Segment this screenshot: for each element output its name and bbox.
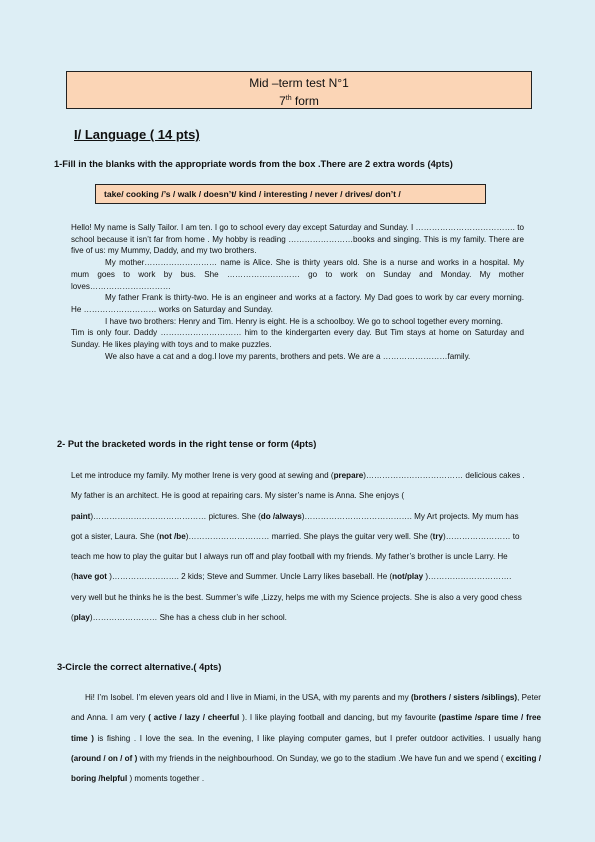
- verb-prompt: play: [73, 613, 90, 623]
- ex1-paragraph: My father Frank is thirty-two. He is an engineer and works at a factory. My Dad goes to work by car every morning. He ……………………… works on Saturday and Sunday.: [71, 293, 524, 314]
- section-language-heading: I/ Language ( 14 pts): [74, 127, 200, 142]
- verb-prompt: prepare: [333, 471, 364, 480]
- choice-group: (around / on / of ): [71, 753, 138, 763]
- ex1-paragraph: I have two brothers: Henry and Tim. Henry is eight. He is a schoolboy. We go to school together every morning.: [105, 316, 503, 326]
- exercise-1-heading: 1-Fill in the blanks with the appropriate words from the box .There are 2 extra words (4pts): [54, 159, 453, 169]
- verb-prompt: try: [432, 531, 444, 541]
- verb-prompt: paint: [71, 511, 91, 521]
- choice-group: (brothers / sisters /siblings): [410, 693, 518, 702]
- verb-prompt: not/play: [392, 572, 424, 582]
- test-title-box: [66, 71, 532, 109]
- choice-group: ( active / lazy / cheerful: [148, 713, 243, 723]
- choice-group: (pastime /spare time / free time ): [71, 713, 541, 743]
- word-box: take/ cooking /’s / walk / doesn’t/ kind / interesting / never / drives/ don’t /: [95, 184, 486, 204]
- ex1-paragraph: My mother……………………… name is Alice. She is thirty years old. She is a nurse and works in a hospital. My mum goes to work by bus. She ……………………… go to work on Sunday and Monday. My mother loves…………………………: [71, 258, 524, 291]
- verb-prompt: have got: [73, 572, 107, 582]
- test-title: Mid –term test N°1: [249, 76, 349, 90]
- exercise-2-text: Let me introduce my family. My mother Irene is very good at sewing and (prepare)……………………………… delicious cakes . My father is an architect. He is good at repairing cars. My sister’s name is Anna. She enjoys ( paint)…………………………………… pictures. She (do /always)…………………………………. My Art projects. My mum has got a sister, Laura. She (not /be)………………………… married. She plays the guitar very well. She (try)…………………… to teach me how to play the guitar but I always run off and play football with my friends. My father’s brother is uncle Larry. He (have got )……………………. 2 kids; Steve and Summer. Uncle Larry likes baseball. He (not/play )…………………………. very well but he thinks he is the best. Summer’s wife ,Lizzy, helps me with my Science projects. She is also a very good chess (play)…………………… She has a chess club in her school.: [71, 471, 525, 623]
- exercise-3-text: Hi! I’m Isobel. I’m eleven years old and I live in Miami, in the USA, with my parents and my (brothers / sisters /siblings), Peter and Anna. I am very ( active / lazy / cheerful ). I like playing football and dancing, but my favourite (pastime /spare time / free time ) is fishing . I love the sea. In the evening, I like playing computer games, but I prefer outdoor activities. I usually hang (around / on / of ) with my friends in the neighbourhood. On Sunday, we go to the stadium .We have fun and we spend ( exciting / boring /helpful ) moments together .: [71, 693, 542, 784]
- choice-group: exciting / boring /helpful: [71, 753, 541, 784]
- exercise-3-heading: 3-Circle the correct alternative.( 4pts): [57, 662, 222, 672]
- exercise-1-text: [71, 222, 524, 362]
- ex1-paragraph: We also have a cat and a dog.I love my parents, brothers and pets. We are a ……………………family.: [105, 351, 471, 361]
- test-form-line: 7th form: [279, 94, 319, 108]
- exercise-2-heading: 2- Put the bracketed words in the right tense or form (4pts): [57, 439, 317, 449]
- ex1-paragraph: Tim is only four. Daddy ………………………… him to the kindergarten every day. But Tim stays at home on Saturday and Sunday. He likes playing with toys and to make puzzles.: [71, 328, 524, 350]
- verb-prompt: do /always: [260, 511, 302, 521]
- ex1-paragraph: Hello! My name is Sally Tailor. I am ten. I go to school every day except Saturday and Sunday. I ………………………………. to school because it isn’t far from home . My hobby is reading ……………………books and singing. This is my family. There are five of us: my Mummy, Daddy, and my two brothers.: [71, 223, 524, 256]
- verb-prompt: not /be: [159, 531, 186, 541]
